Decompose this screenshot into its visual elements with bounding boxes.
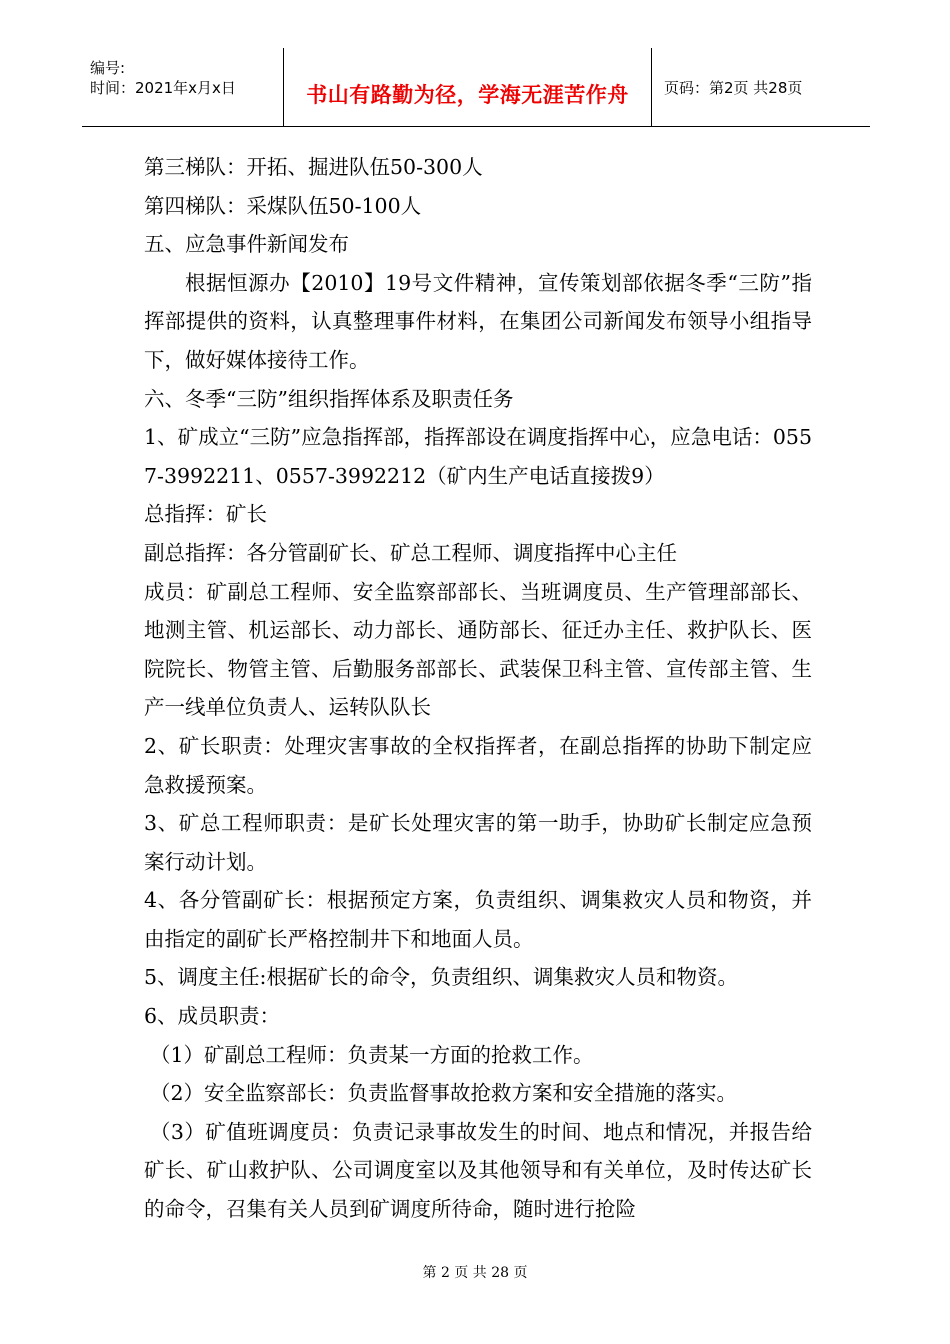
body-paragraph: （2）安全监察部长：负责监督事故抢救方案和安全措施的落实。 (150, 1081, 738, 1106)
body-paragraph: 1、矿成立“三防”应急指挥部，指挥部设在调度指挥中心，应急电话：0557-3992211、0557-3992212（矿内生产电话直接拨9） (144, 425, 812, 488)
header-divider (82, 126, 870, 127)
body-paragraph: 第三梯队：开拓、掘进队伍50-300人 (144, 155, 483, 179)
body-paragraph: 五、应急事件新闻发布 (144, 232, 349, 257)
body-paragraph: 3、矿总工程师职责：是矿长处理灾害的第一助手，协助矿长制定应急预案行动计划。 (144, 811, 812, 874)
page-header (82, 48, 870, 126)
body-paragraph: 六、冬季“三防”组织指挥体系及职责任务 (144, 386, 514, 411)
header-page-info: 页码：第2页 共28页 (664, 79, 803, 97)
document-body (144, 148, 812, 1229)
serial-number-label: 编号: (90, 59, 126, 77)
body-paragraph: （3）矿值班调度员：负责记录事故发生的时间、地点和情况，并报告给矿长、矿山救护队、公司调度室以及其他领导和有关单位，及时传达矿长的命令，召集有关人员到矿调度所待命，随时进行抢险 (144, 1119, 812, 1222)
body-paragraph: 总指挥：矿长 (144, 502, 267, 527)
body-paragraph: 4、各分管副矿长：根据预定方案，负责组织、调集救灾人员和物资，并由指定的副矿长严格控制井下和地面人员。 (144, 888, 812, 951)
body-paragraph: 副总指挥：各分管副矿长、矿总工程师、调度指挥中心主任 (144, 540, 677, 565)
body-paragraph: 根据恒源办【2010】19号文件精神，宣传策划部依据冬季“三防”指挥部提供的资料，认真整理事件材料，在集团公司新闻发布领导小组指导下，做好媒体接待工作。 (144, 270, 812, 372)
body-paragraph: 第四梯队：采煤队伍50-100人 (144, 193, 422, 218)
body-paragraph: 5、调度主任:根据矿长的命令，负责组织、调集救灾人员和物资。 (144, 965, 738, 990)
date-label: 时间：2021年x月x日 (90, 79, 236, 97)
body-paragraph: 6、成员职责： (144, 1004, 281, 1029)
header-motto: 书山有路勤为径，学海无涯苦作舟 (283, 48, 652, 126)
header-meta (82, 48, 282, 126)
body-paragraph: 2、矿长职责：处理灾害事故的全权指挥者，在副总指挥的协助下制定应急救援预案。 (144, 733, 812, 797)
body-paragraph: 成员：矿副总工程师、安全监察部部长、当班调度员、生产管理部部长、地测主管、机运部长、动力部长、通防部长、征迁办主任、救护队长、医院院长、物管主管、后勤服务部部长、武装保卫科主管、宣传部主管、生产一线单位负责人、运转队队长 (144, 579, 812, 720)
page-footer: 第 2 页 共 28 页 (422, 1265, 528, 1281)
body-paragraph: （1）矿副总工程师：负责某一方面的抢救工作。 (150, 1042, 594, 1067)
